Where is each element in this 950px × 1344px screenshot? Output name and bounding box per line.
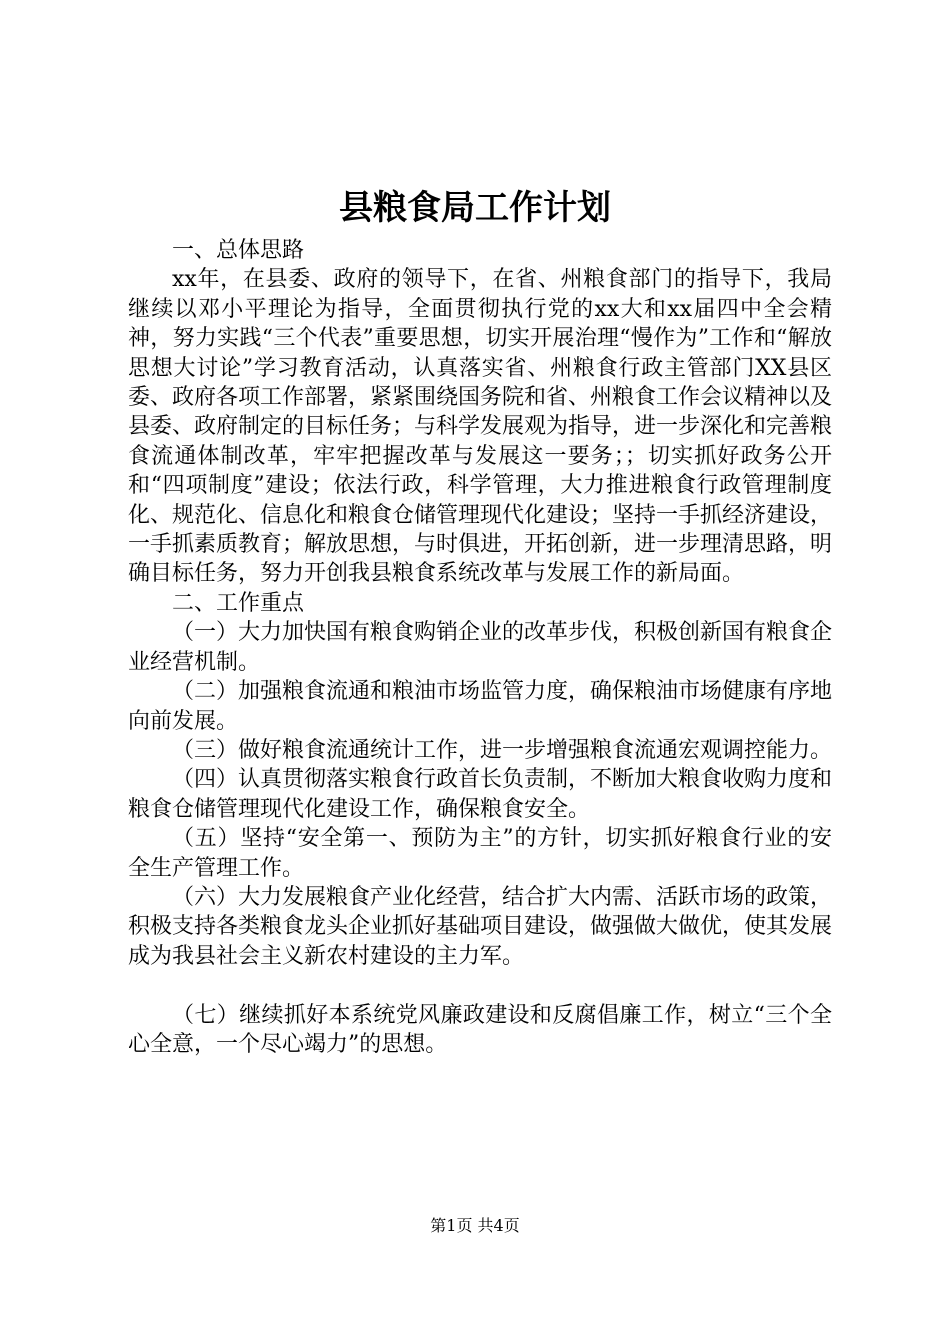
document-body [128,236,832,1059]
list-item-1: （一）大力加快国有粮食购销企业的改革步伐，积极创新国有粮食企业经营机制。 [128,620,833,675]
list-item-3: （三）做好粮食流通统计工作，进一步增强粮食流通宏观调控能力。 [172,737,833,763]
page-title: 县粮食局工作计划 [339,188,611,228]
list-item-7: （七）继续抓好本系统党风廉政建设和反腐倡廉工作，树立“三个全心全意，一个尽心竭力”的思想。 [128,1002,832,1057]
list-item-5: （五）坚持“安全第一、预防为主”的方针，切实抓好粮食行业的安全生产管理工作。 [128,826,832,881]
paragraph-overview: xx年，在县委、政府的领导下，在省、州粮食部门的指导下，我局继续以邓小平理论为指导，全面贯彻执行党的xx大和xx届四中全会精神，努力实践“三个代表”重要思想，切实开展治理“慢作为”工作和“解放思想大讨论”学习教育活动，认真落实省、州粮食行政主管部门XX县区委、政府各项工作部署，紧紧围绕国务院和省、州粮食工作会议精神以及县委、政府制定的目标任务；与科学发展观为指导，进一步深化和完善粮食流通体制改革，牢牢把握改革与发展这一要务；；切实抓好政务公开和“四项制度”建设；依法行政，科学管理，大力推进粮食行政管理制度化、规范化、信息化和粮食仓储管理现代化建设；坚持一手抓经济建设，一手抓素质教育；解放思想，与时俱进，开拓创新，进一步理清思路，明确目标任务，努力开创我县粮食系统改革与发展工作的新局面。 [128,267,833,587]
page-number-footer: 第1页 共4页 [430,1216,520,1235]
section-heading-work-focus: 二、工作重点 [172,590,305,616]
section-heading-overall-approach: 一、总体思路 [172,238,305,263]
blank-line [128,971,832,1000]
list-item-6: （六）大力发展粮食产业化经营，结合扩大内需、活跃市场的政策，积极支持各类粮食龙头企业抓好基础项目建设，做强做大做优，使其发展成为我县社会主义新农村建设的主力军。 [128,884,833,969]
list-item-4: （四）认真贯彻落实粮食行政首长负责制，不断加大粮食收购力度和粮食仓储管理现代化建设工作，确保粮食安全。 [128,767,833,822]
list-item-2: （二）加强粮食流通和粮油市场监管力度，确保粮油市场健康有序地向前发展。 [128,679,833,734]
